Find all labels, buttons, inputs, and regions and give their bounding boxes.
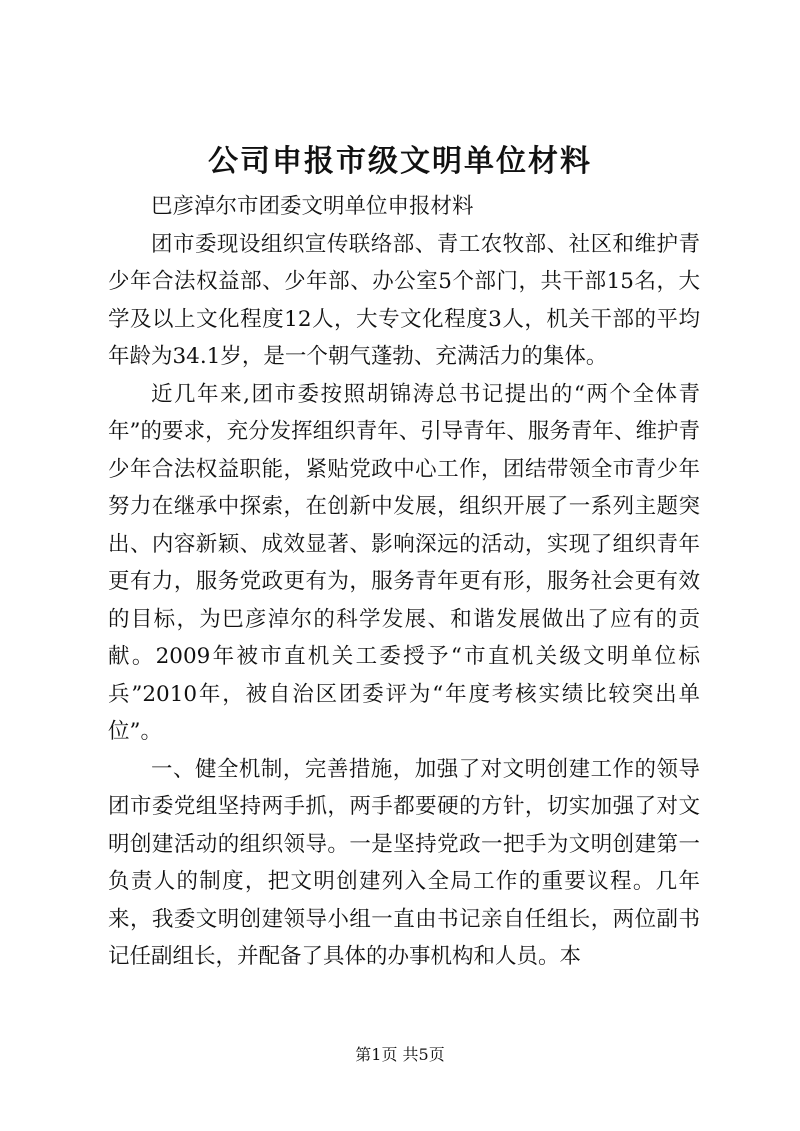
document-title: 公司申报市级文明单位材料 (208, 144, 592, 179)
document-body (108, 188, 700, 976)
page-number-footer: 第1页 共5页 (355, 1045, 445, 1064)
paragraph-subtitle: 巴彦淖尔市团委文明单位申报材料 (151, 194, 474, 219)
paragraph-intro: 团市委现设组织宣传联络部、青工农牧部、社区和维护青少年合法权益部、少年部、办公室5个部门，共干部15名，大学及以上文化程度12人，大专文化程度3人，机关干部的平均年龄为34.1岁，是一个朝气蓬勃、充满活力的集体。 (108, 231, 700, 369)
paragraph-section-one: 一、健全机制，完善措施，加强了对文明创建工作的领导团市委党组坚持两手抓，两手都要硬的方针，切实加强了对文明创建活动的组织领导。一是坚持党政一把手为文明创建第一负责人的制度，把文明创建列入全局工作的重要议程。几年来，我委文明创建领导小组一直由书记亲自任组长，两位副书记任副组长，并配备了具体的办事机构和人员。本 (108, 756, 700, 969)
paragraph-achievements: 近几年来,团市委按照胡锦涛总书记提出的“两个全体青年”的要求，充分发挥组织青年、引导青年、服务青年、维护青少年合法权益职能，紧贴党政中心工作，团结带领全市青少年努力在继承中探索，在创新中发展，组织开展了一系列主题突出、内容新颖、成效显著、影响深远的活动，实现了组织青年更有力，服务党政更有为，服务青年更有形，服务社会更有效的目标，为巴彦淖尔的科学发展、和谐发展做出了应有的贡献。2009年被市直机关工委授予“市直机关级文明单位标兵”2010年，被自治区团委评为“年度考核实绩比较突出单位”。 (108, 381, 700, 744)
